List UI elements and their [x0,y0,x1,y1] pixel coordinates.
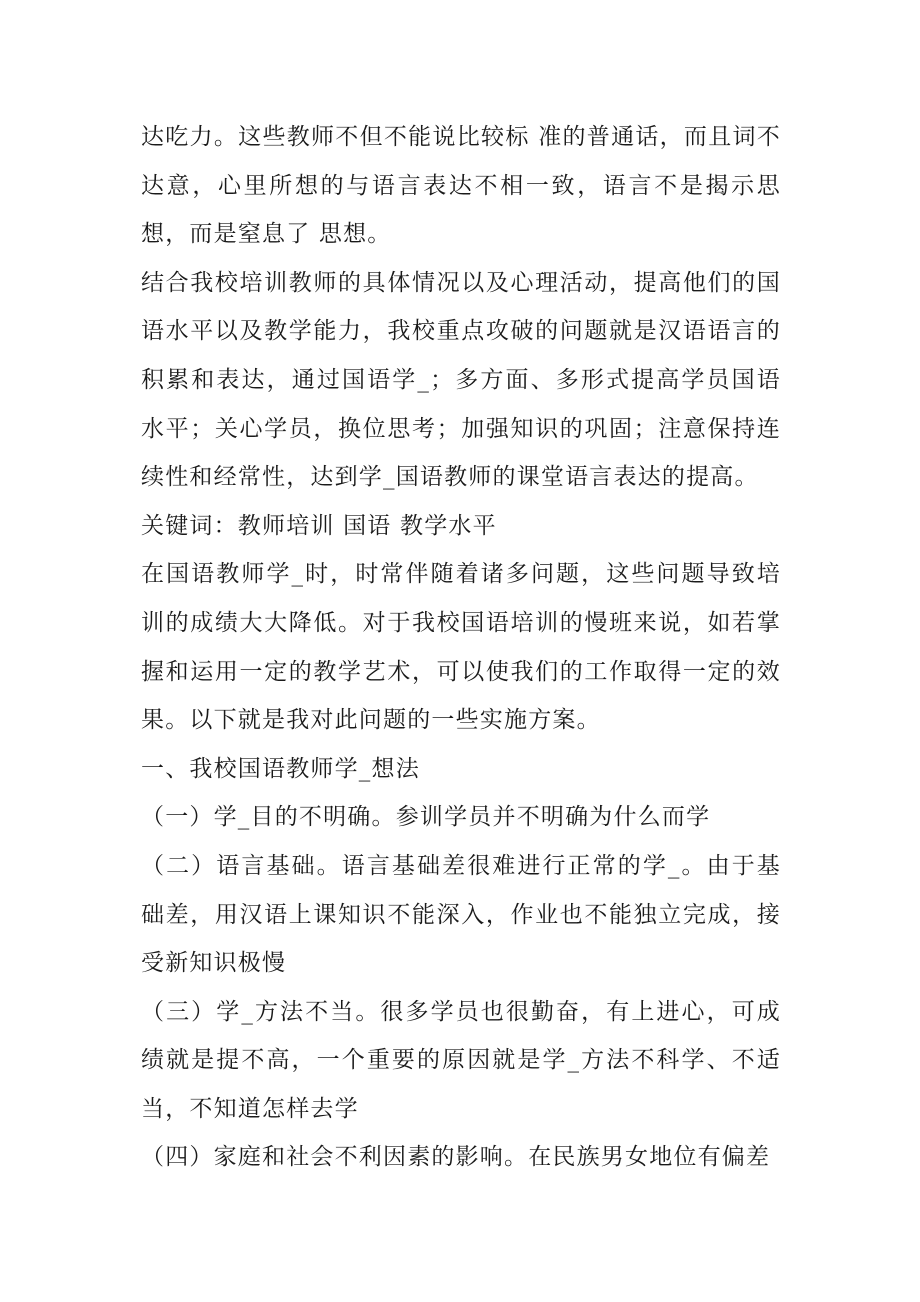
section-heading-1: 一、我校国语教师学_想法 [141,755,420,782]
paragraph-introduction: 在国语教师学_时，时常伴随着诸多问题，这些问题导致培训的成绩大大降低。对于我校国语培训的慢班来说，如若掌握和运用一定的教学艺术，可以使我们的工作取得一定的效果。以下就是我对此问题的一些实施方案。 [141,561,781,734]
list-item-4: （四）家庭和社会不利因素的影响。在民族男女地位有偏差 [141,1144,771,1171]
paragraph-intro-continuation: 达吃力。这些教师不但不能说比较标 准的普通话，而且词不达意，心里所想的与语言表达不相一致，语言不是揭示思想，而是窒息了 思想。 [141,124,781,248]
document-body [141,113,781,1182]
paragraph-keywords: 关键词：教师培训 国语 教学水平 [141,512,497,539]
list-item-1: （一）学_目的不明确。参训学员并不明确为什么而学 [141,804,711,831]
list-item-2: （二）语言基础。语言基础差很难进行正常的学_。由于基础差，用汉语上课知识不能深入，作业也不能独立完成，接受新知识极慢 [141,852,781,977]
paragraph-abstract: 结合我校培训教师的具体情况以及心理活动，提高他们的国语水平以及教学能力，我校重点攻破的问题就是汉语语言的积累和表达，通过国语学_；多方面、多形式提高学员国语水平；关心学员，换位思考；加强知识的巩固；注意保持连续性和经常性，达到学_国语教师的课堂语言表达的提高。 [141,269,781,491]
list-item-3: （三）学_方法不当。很多学员也很勤奋，有上进心，可成绩就是提不高，一个重要的原因就是学_方法不科学、不适当，不知道怎样去学 [141,998,781,1122]
